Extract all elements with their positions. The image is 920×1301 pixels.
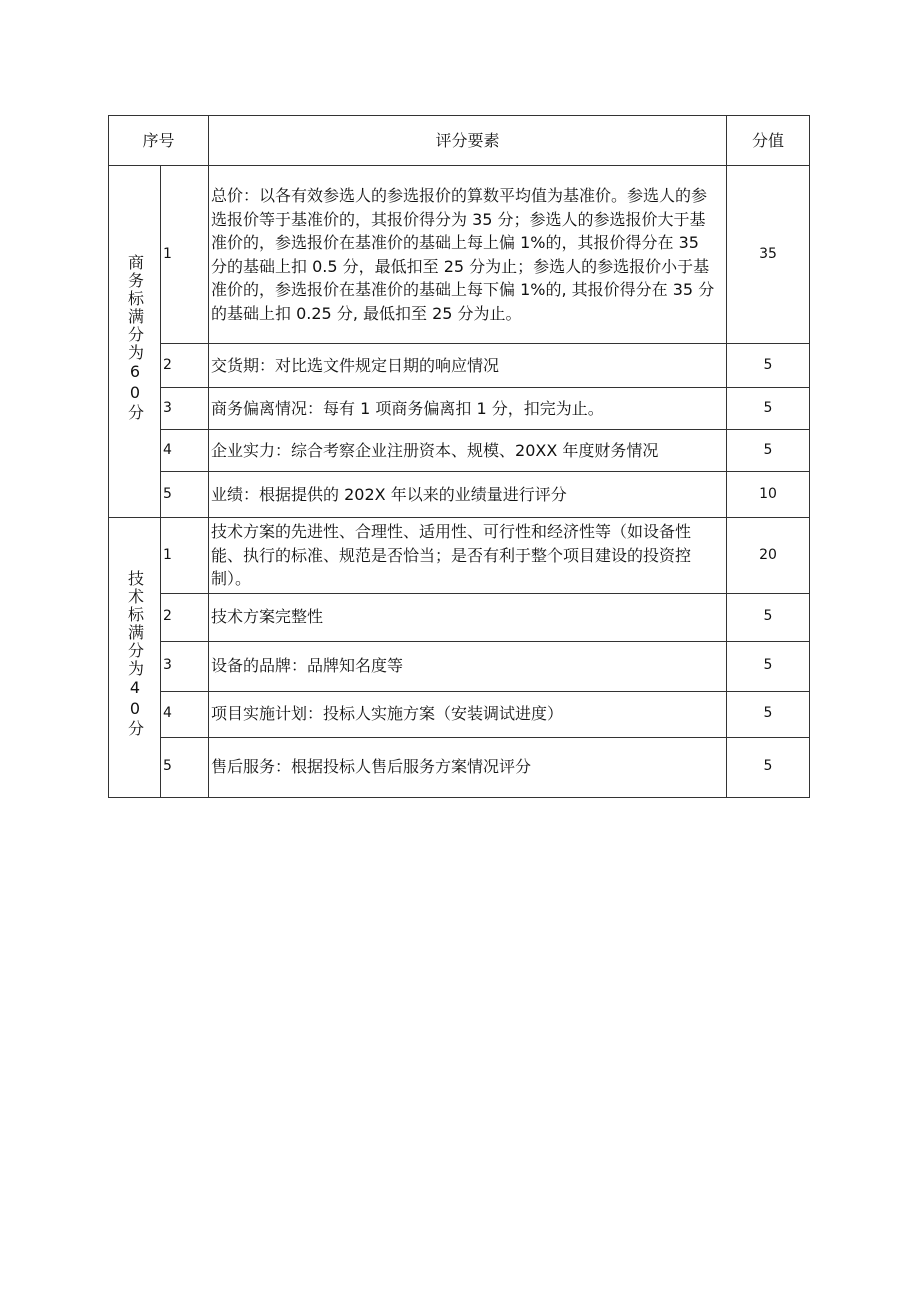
section-business-title: 商务标满分为60分 xyxy=(125,254,145,423)
row-description: 业绩：根据提供的 202X 年以来的业绩量进行评分 xyxy=(209,472,727,518)
row-number: 5 xyxy=(161,737,209,797)
row-description: 企业实力：综合考察企业注册资本、规模、20XX 年度财务情况 xyxy=(209,430,727,472)
row-score: 5 xyxy=(727,388,810,430)
table-row xyxy=(109,430,810,472)
table-row xyxy=(109,641,810,691)
scoring-table xyxy=(108,115,810,798)
row-score: 35 xyxy=(727,166,810,344)
header-factor: 评分要素 xyxy=(209,116,727,166)
row-number: 5 xyxy=(161,472,209,518)
row-description: 技术方案的先进性、合理性、适用性、可行性和经济性等（如设备性能、执行的标准、规范是否恰当；是否有利于整个项目建设的投资控制）。 xyxy=(209,518,727,594)
row-score: 5 xyxy=(727,344,810,388)
row-number: 4 xyxy=(161,430,209,472)
header-score: 分值 xyxy=(727,116,810,166)
row-number: 1 xyxy=(161,166,209,344)
row-description: 总价：以各有效参选人的参选报价的算数平均值为基准价。参选人的参选报价等于基准价的，其报价得分为 35 分；参选人的参选报价大于基准价的，参选报价在基准价的基础上每上偏 1%的，其报价得分在 35 分的基础上扣 0.5 分，最低扣至 25 分为止；参选人的参选报价小于基准价的，参选报价在基准价的基础上每下偏 1%的, 其报价得分在 35 分的基础上扣 0.25 分, 最低扣至 25 分为止。 xyxy=(209,166,727,344)
row-number: 3 xyxy=(161,388,209,430)
table-row xyxy=(109,593,810,641)
section-technical-title: 技术标满分为40分 xyxy=(125,570,145,738)
header-seq: 序号 xyxy=(109,116,209,166)
table-row xyxy=(109,518,810,594)
row-number: 3 xyxy=(161,641,209,691)
row-number: 1 xyxy=(161,518,209,594)
table-row xyxy=(109,691,810,737)
table-row xyxy=(109,737,810,797)
row-number: 4 xyxy=(161,691,209,737)
section-business-label xyxy=(109,166,161,518)
table-row xyxy=(109,344,810,388)
row-number: 2 xyxy=(161,344,209,388)
section-technical-label xyxy=(109,518,161,798)
row-score: 10 xyxy=(727,472,810,518)
row-score: 5 xyxy=(727,737,810,797)
row-score: 5 xyxy=(727,430,810,472)
row-number: 2 xyxy=(161,593,209,641)
table-row xyxy=(109,472,810,518)
row-score: 20 xyxy=(727,518,810,594)
table-row xyxy=(109,166,810,344)
row-score: 5 xyxy=(727,641,810,691)
row-description: 交货期：对比选文件规定日期的响应情况 xyxy=(209,344,727,388)
row-description: 商务偏离情况：每有 1 项商务偏离扣 1 分，扣完为止。 xyxy=(209,388,727,430)
row-score: 5 xyxy=(727,593,810,641)
row-description: 技术方案完整性 xyxy=(209,593,727,641)
row-description: 设备的品牌：品牌知名度等 xyxy=(209,641,727,691)
row-description: 售后服务：根据投标人售后服务方案情况评分 xyxy=(209,737,727,797)
row-description: 项目实施计划：投标人实施方案（安装调试进度） xyxy=(209,691,727,737)
row-score: 5 xyxy=(727,691,810,737)
table-header-row xyxy=(109,116,810,166)
table-row xyxy=(109,388,810,430)
